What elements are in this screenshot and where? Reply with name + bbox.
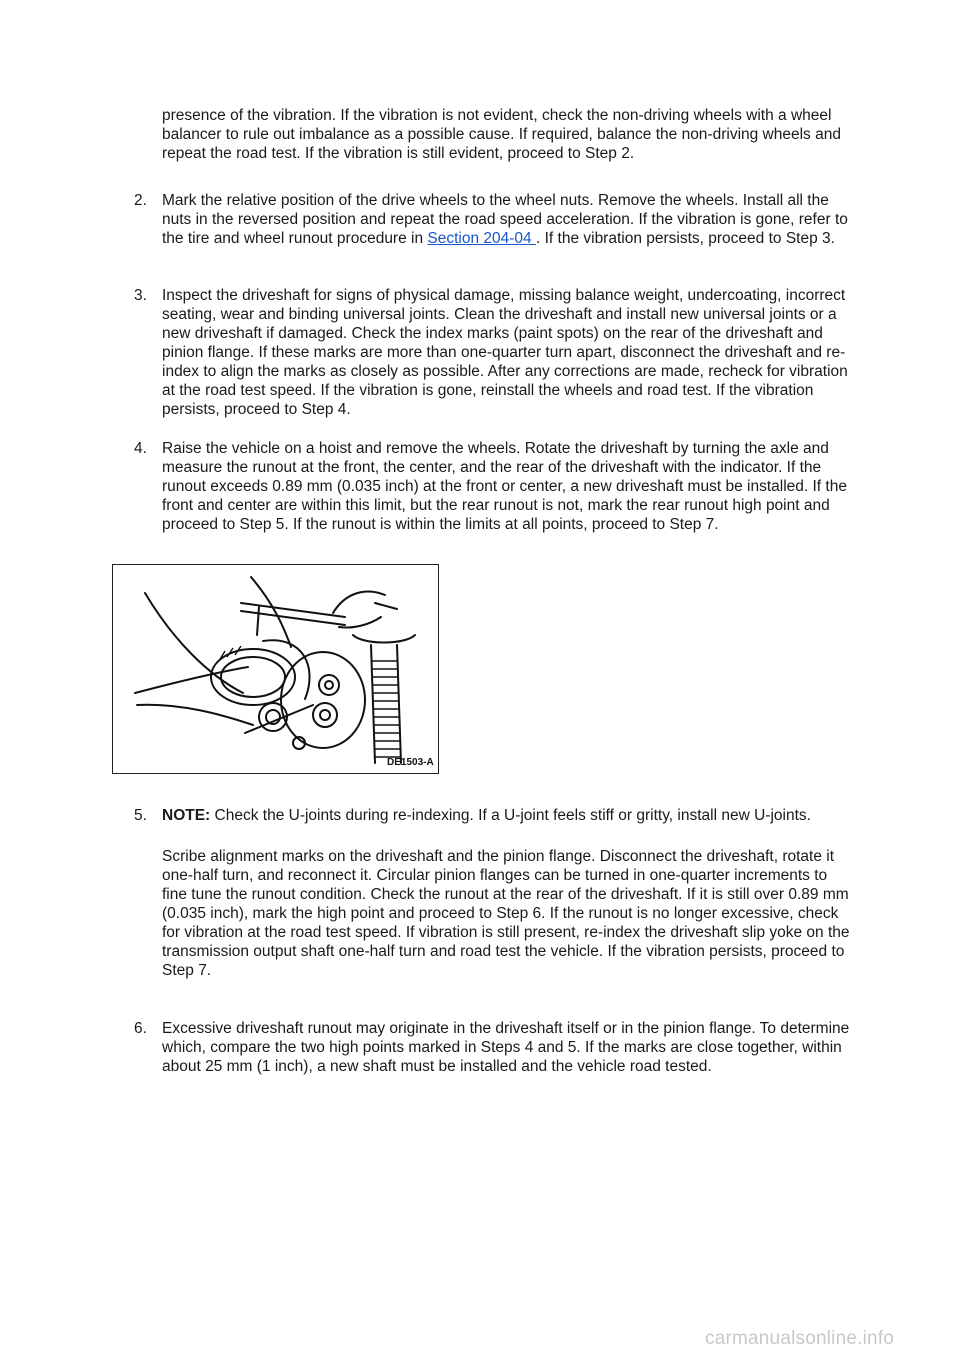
step-4-number: 4. [134, 440, 147, 457]
step-3-number: 3. [134, 287, 147, 304]
step-2-text-before: Mark the relative position of the drive wheels to the wheel nuts. Remove the wheels. Install all the nuts in the reversed position and repeat the road speed acceleration. If the vibration is gone, refer to the tire and wheel runout procedure in [162, 192, 848, 247]
step-2-text-after: . If the vibration persists, proceed to Step 3. [535, 230, 835, 247]
step-4-text: Raise the vehicle on a hoist and remove the wheels. Rotate the driveshaft by turning the axle and measure the runout at the front, the center, and the rear of the driveshaft with the indicator. If the runout exceeds 0.89 mm (0.035 inch) at the front or center, a new driveshaft must be installed. If the front and center are within this limit, but the rear runout is not, mark the rear runout high point and proceed to Step 5. If the runout is within the limits at all points, proceed to Step 7. [162, 440, 847, 533]
step-5-text: Scribe alignment marks on the driveshaft and the pinion flange. Disconnect the driveshaft, rotate it one-half turn, and reconnect it. Circular pinion flanges can be turned in one-quarter increments to fine tune the runout condition. Check the runout at the rear of the driveshaft. If it is still over 0.89 mm (0.035 inch), mark the high point and proceed to Step 6. If the runout is no longer excessive, check for vibration at the road test speed. If vibration is still present, re-index the driveshaft slip yoke on the transmission output shaft one-half turn and road test the vehicle. If the vibration persists, proceed to Step 7. [162, 848, 850, 979]
driveshaft-runout-drawing [113, 565, 438, 773]
note-label: NOTE: [162, 807, 211, 824]
step-5-note [162, 806, 852, 825]
step-6-text: Excessive driveshaft runout may originate in the driveshaft itself or in the pinion flange. To determine which, compare the two high points marked in Steps 4 and 5. If the marks are close together, within about 25 mm (1 inch), a new shaft must be installed and the vehicle road tested. [162, 1020, 850, 1075]
note-text: Check the U-joints during re-indexing. If a U-joint feels stiff or gritty, install new U-joints. [210, 807, 811, 824]
step-5-number: 5. [134, 807, 147, 824]
step-6-number: 6. [134, 1020, 147, 1037]
driveshaft-runout-illustration [112, 564, 439, 774]
watermark: carmanualsonline.info [705, 1328, 895, 1349]
intro-paragraph: presence of the vibration. If the vibration is not evident, check the non-driving wheels with a wheel balancer to rule out imbalance as a possible cause. If required, balance the non-driving wheels and repeat the road test. If the vibration is still evident, proceed to Step 2. [162, 107, 841, 162]
step-2-text [162, 191, 852, 248]
section-204-04-link[interactable]: Section 204-04 [427, 230, 536, 247]
step-2-number: 2. [134, 192, 147, 209]
step-3-text: Inspect the driveshaft for signs of physical damage, missing balance weight, undercoating, incorrect seating, wear and binding universal joints. Clean the driveshaft and install new universal joints or a new driveshaft if damaged. Check the index marks (paint spots) on the rear of the driveshaft and pinion flange. If these marks are more than one-quarter turn apart, disconnect the driveshaft and re-index to align the marks as closely as possible. After any corrections are made, recheck for vibration at the road test speed. If the vibration is gone, reinstall the wheels and road test. If the vibration persists, proceed to Step 4. [162, 287, 848, 418]
figure-code-label: DE1503-A [387, 757, 434, 768]
